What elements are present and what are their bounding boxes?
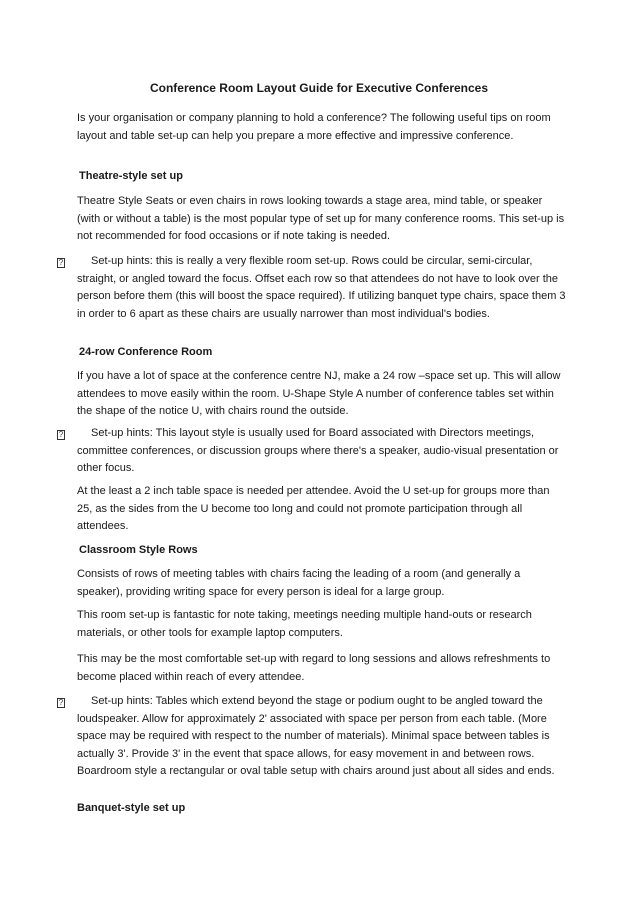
24-row-paragraph: If you have a lot of space at the conference centre NJ, make a 24 row –space set up. This will allow attendees to move easily within the room. U-Shape Style A number of conference tables set within the shape of the notice U, with chairs round the outside. [77, 370, 561, 418]
document-title: Conference Room Layout Guide for Executive Conferences [149, 81, 489, 95]
intro-paragraph: Is your organisation or company planning to hold a conference? The following useful tips on room layout and table set-up can help you prepare a more effective and impressive conference. [77, 112, 551, 142]
section-heading-classroom: Classroom Style Rows [79, 544, 198, 556]
broken-image-icon: ? [58, 258, 64, 267]
theatre-setup-hints: Set-up hints: this is really a very flexible room set-up. Rows could be circular, semi-circular, straight, or angled toward the focus. Offset each row so that attendees do not have to look over the person before them (this will boost the space required). If utilizing banquet type chairs, space them 3 in order to 6 apart as these chairs are usually narrower than most individual's bodies. [77, 255, 566, 320]
24-row-space-paragraph: At the least a 2 inch table space is needed per attendee. Avoid the U set-up for groups more than 25, as the sides from the U become too long and could not promote participation through all attendees. [77, 485, 550, 533]
24-row-setup-hints: Set-up hints: This layout style is usually used for Board associated with Directors meetings, committee conferences, or discussion groups where there's a speaker, audio-visual presentation or other focus. [77, 427, 559, 475]
section-heading-theatre: Theatre-style set up [79, 170, 183, 182]
classroom-setup-hints: Set-up hints: Tables which extend beyond the stage or podium ought to be angled toward the loudspeaker. Allow for approximately 2' associated with space per person from each table. (More space may be required with respect to the number of materials). Minimal space between tables is actually 3'. Provide 3' in the event that space allows, for easy movement in and between rows. Boardroom style a rectangular or oval table setup with chairs around just about all sides and ends. [77, 695, 555, 778]
classroom-paragraph: Consists of rows of meeting tables with chairs facing the leading of a room (and generally a speaker), providing writing space for every person is ideal for a large group. [77, 568, 521, 598]
broken-image-icon: ? [58, 430, 64, 439]
theatre-paragraph: Theatre Style Seats or even chairs in rows looking towards a stage area, mind table, or speaker (with or without a table) is the most popular type of set up for many conference rooms. This set-up is not recommended for food occasions or if note taking is needed. [77, 195, 565, 243]
classroom-note-taking-paragraph: This room set-up is fantastic for note taking, meetings needing multiple hand-outs or research materials, or other tools for example laptop computers. [77, 609, 532, 639]
section-heading-24-row: 24-row Conference Room [79, 346, 213, 358]
broken-image-icon: ? [58, 698, 64, 707]
section-heading-banquet: Banquet-style set up [77, 802, 186, 814]
classroom-comfort-paragraph: This may be the most comfortable set-up with regard to long sessions and allows refreshments to become placed within reach of every attendee. [77, 653, 551, 683]
